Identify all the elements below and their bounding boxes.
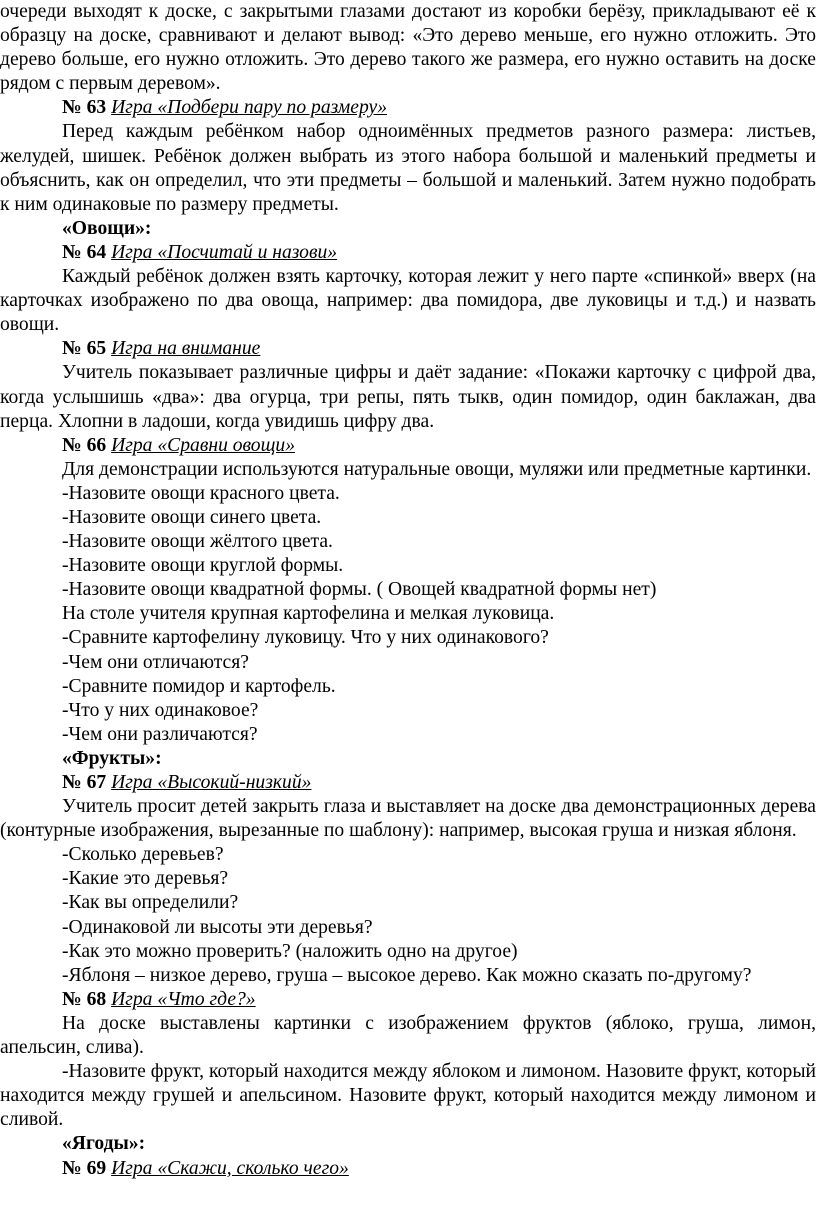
- question-line: -Как вы определили?: [62, 892, 239, 914]
- game-65-heading: [0, 337, 816, 361]
- question-line: -Назовите овощи синего цвета.: [62, 506, 322, 528]
- game-64-description: Каждый ребёнок должен взять карточку, которая лежит у него парте «спинкой» вверх (на карточках изображено по два овоща, например: два помидора, две луковицы и т.д.) и назвать овощи.: [0, 266, 816, 336]
- game-title: Игра «Сравни овощи»: [111, 434, 295, 456]
- game-number: № 68: [62, 988, 107, 1010]
- question-line: -Какие это деревья?: [62, 868, 229, 890]
- game-number: № 65: [62, 338, 107, 360]
- question-line: -Что у них одинаковое?: [62, 699, 259, 721]
- game-63-heading: [0, 96, 816, 120]
- question-line: -Одинаковой ли высоты эти деревья?: [62, 916, 373, 938]
- game-number: № 67: [62, 772, 107, 793]
- intro-paragraph: очереди выходят к доске, с закрытыми глазами достают из коробки берёзу, прикладывают её к образцу на доске, сравнивают и делают вывод: «Это дерево меньше, его нужно отложить. Это дерево больше, его нужно отложить. Это дерево такого же размера, его нужно оставить на доске рядом с первым деревом».: [0, 1, 816, 95]
- question-line: -Сравните помидор и картофель.: [62, 675, 336, 697]
- question-line: -Сколько деревьев?: [62, 844, 224, 866]
- game-number: № 66: [62, 434, 107, 456]
- game-title: Игра «Посчитай и назови»: [111, 241, 338, 263]
- game-64-heading: [0, 241, 816, 265]
- game-66-heading: [0, 434, 816, 458]
- game-title: Игра «Скажи, сколько чего»: [111, 1157, 349, 1179]
- game-68-questions: -Назовите фрукт, который находится между яблоком и лимоном. Назовите фрукт, который находится между грушей и апельсином. Назовите фрукт, который находится между лимоном и сливой.: [0, 1061, 816, 1131]
- text-line: На столе учителя крупная картофелина и мелкая луковица.: [62, 603, 555, 625]
- question-line: -Назовите овощи круглой формы.: [62, 555, 344, 577]
- game-68-description: На доске выставлены картинки с изображением фруктов (яблоко, груша, лимон, апельсин, слива).: [0, 1012, 816, 1059]
- section-heading-berries: «Ягоды»:: [62, 1133, 146, 1155]
- game-63-description: Перед каждым ребёнком набор одноимённых предметов разного размера: листьев, желудей, шишек. Ребёнок должен выбрать из этого набора большой и маленький предметы и объяснить, как он определил, что эти предметы – большой и маленький. Затем нужно подобрать к ним одинаковые по размеру предметы.: [0, 121, 816, 215]
- game-68-heading: [0, 988, 816, 1012]
- game-67-heading: [0, 771, 816, 795]
- section-heading-vegetables: «Овощи»:: [62, 217, 152, 239]
- question-line: -Назовите овощи красного цвета.: [62, 482, 340, 504]
- game-65-description: Учитель показывает различные цифры и даёт задание: «Покажи карточку с цифрой два, когда услышишь «два»: два огурца, три репы, пять тыкв, один помидор, один баклажан, два перца. Хлопни в ладоши, когда увидишь цифру два.: [0, 362, 816, 432]
- game-title: Игра «Что где?»: [111, 988, 256, 1010]
- game-66-description: Для демонстрации используются натуральные овощи, муляжи или предметные картинки.: [62, 458, 812, 480]
- question-line: -Назовите овощи жёлтого цвета.: [62, 531, 333, 553]
- question-line: -Сравните картофелину луковицу. Что у них одинакового?: [62, 627, 549, 649]
- section-heading-fruits: «Фрукты»:: [62, 747, 162, 769]
- game-title: Игра на внимание: [111, 338, 261, 360]
- question-line: -Назовите овощи квадратной формы. ( Овощей квадратной формы нет): [62, 579, 657, 601]
- question-line: -Как это можно проверить? (наложить одно на другое): [62, 940, 518, 962]
- game-number: № 69: [62, 1157, 107, 1179]
- question-line: -Яблоня – низкое дерево, груша – высокое дерево. Как можно сказать по-другому?: [62, 964, 752, 986]
- question-line: -Чем они различаются?: [62, 723, 258, 745]
- game-title: Игра «Высокий-низкий»: [111, 772, 312, 793]
- question-line: -Чем они отличаются?: [62, 651, 249, 673]
- game-title: Игра «Подбери пару по размеру»: [111, 97, 388, 119]
- game-number: № 64: [62, 241, 107, 263]
- game-number: № 63: [62, 97, 107, 119]
- game-69-heading: [0, 1157, 816, 1181]
- game-67-description: Учитель просит детей закрыть глаза и выставляет на доске два демонстрационных дерева (контурные изображения, вырезанные по шаблону): например, высокая груша и низкая яблоня.: [0, 796, 816, 842]
